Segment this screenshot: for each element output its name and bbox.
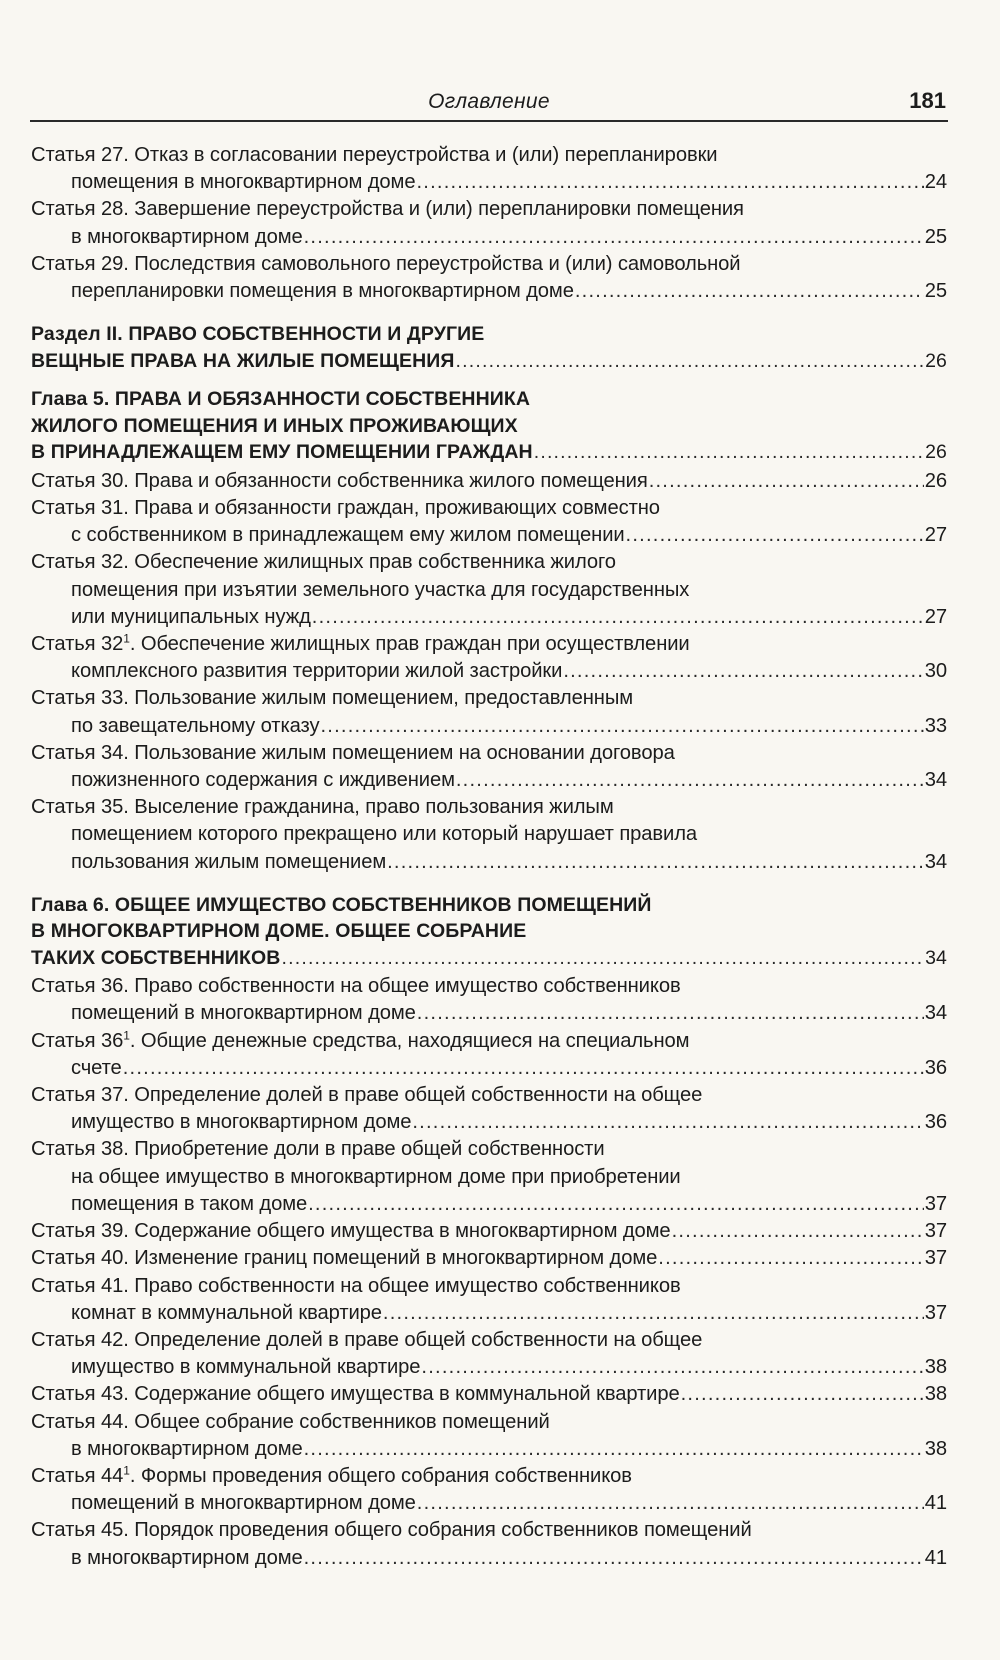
toc-chapter-5 xyxy=(31,386,947,466)
leader-dots xyxy=(416,169,923,196)
toc-entry-line: Статья 32. Обеспечение жилищных прав собственника жилого xyxy=(31,551,616,574)
toc-entry-line: Статья 27. Отказ в согласовании переустройства и (или) перепланировки xyxy=(31,144,718,166)
leader-dots xyxy=(412,1109,923,1136)
leader-dots xyxy=(672,1218,924,1245)
toc-page-ref: 27 xyxy=(924,524,947,547)
toc-page-ref: 25 xyxy=(924,225,947,248)
toc-entry-article-36-1 xyxy=(31,1028,947,1082)
toc-entry-line: по завещательному отказу xyxy=(71,714,320,737)
toc-entry-article-33 xyxy=(31,685,947,739)
toc-entry-article-35 xyxy=(31,794,947,876)
toc-heading-line: ВЕЩНЫЕ ПРАВА НА ЖИЛЫЕ ПОМЕЩЕНИЯ xyxy=(31,349,455,372)
toc-entry-prefix: Статья 36 xyxy=(31,1029,124,1052)
toc-entry-article-40 xyxy=(31,1245,947,1272)
toc-heading-line: Глава 5. ПРАВА И ОБЯЗАННОСТИ СОБСТВЕННИКА xyxy=(31,388,531,411)
toc-entry-line: перепланировки помещения в многоквартирном доме xyxy=(71,280,574,303)
toc-entry-line: в многоквартирном доме xyxy=(71,225,303,248)
toc-entry-line: помещений в многоквартирном доме xyxy=(71,1492,416,1515)
toc-page-ref: 37 xyxy=(924,1247,947,1270)
toc-entry-line: Статья 30. Права и обязанности собственника жилого помещения xyxy=(31,469,648,492)
superscript: 1 xyxy=(123,631,130,646)
toc-entry-line: пожизненного содержания с иждивением xyxy=(71,768,455,791)
toc-entry-article-32-1 xyxy=(31,631,947,685)
leader-dots xyxy=(320,713,923,740)
toc-entry-article-37 xyxy=(31,1082,947,1136)
toc-entry-article-32 xyxy=(31,549,947,631)
table-of-contents xyxy=(31,142,947,1572)
toc-entry-line: помещения в таком доме xyxy=(71,1192,308,1215)
leader-dots xyxy=(304,1436,924,1463)
toc-entry-line: пользования жилым помещением xyxy=(71,850,387,873)
toc-entry-line: . Формы проведения общего собрания собственников xyxy=(129,1464,632,1487)
toc-entry-line: Статья 41. Право собственности на общее имущество собственников xyxy=(31,1274,681,1297)
toc-entry-line: Статья 40. Изменение границ помещений в многоквартирном доме xyxy=(31,1247,658,1270)
toc-entry-line: комплексного развития территории жилой застройки xyxy=(71,660,563,683)
toc-entry-line: Статья 31. Права и обязанности граждан, проживающих совместно xyxy=(31,496,660,519)
toc-entry-article-31 xyxy=(31,495,947,549)
toc-entry-line: Статья 42. Определение долей в праве общей собственности на общее xyxy=(31,1328,703,1351)
toc-page-ref: 30 xyxy=(924,660,947,683)
toc-page-ref: 26 xyxy=(925,349,947,372)
toc-entry-line: Статья 28. Завершение переустройства и (или) перепланировки помещения xyxy=(31,198,744,221)
toc-entry-line: помещений в многоквартирном доме xyxy=(71,1002,416,1025)
toc-page-ref: 37 xyxy=(924,1192,947,1215)
toc-page-ref: 24 xyxy=(924,171,947,194)
toc-page-ref: 27 xyxy=(924,605,947,628)
toc-entry-prefix: Статья 44 xyxy=(31,1464,124,1487)
page-header xyxy=(30,88,948,122)
toc-entry-line: . Обеспечение жилищных прав граждан при осуществлении xyxy=(129,632,690,655)
leader-dots xyxy=(649,468,924,495)
superscript: 1 xyxy=(123,1027,130,1042)
toc-entry-line: в многоквартирном доме xyxy=(71,1437,303,1460)
toc-page-ref: 26 xyxy=(925,441,947,464)
leader-dots xyxy=(417,1000,924,1027)
toc-entry-line: Статья 29. Последствия самовольного переустройства и (или) самовольной xyxy=(31,252,741,275)
toc-entry-line: на общее имущество в многоквартирном доме при приобретении xyxy=(71,1165,681,1188)
toc-heading-line: ТАКИХ СОБСТВЕННИКОВ xyxy=(31,946,281,969)
toc-entry-line: или муниципальных нужд xyxy=(71,605,311,628)
toc-entry-line: Статья 33. Пользование жилым помещением, предоставленным xyxy=(31,687,634,710)
toc-entry-line: в многоквартирном доме xyxy=(71,1546,303,1569)
toc-page-ref: 41 xyxy=(924,1546,947,1569)
leader-dots xyxy=(681,1381,924,1408)
toc-entry-line: . Общие денежные средства, находящиеся на специальном xyxy=(129,1029,690,1052)
toc-page-ref: 38 xyxy=(924,1383,947,1406)
leader-dots xyxy=(123,1055,924,1082)
toc-page-ref: 34 xyxy=(924,850,947,873)
toc-page-ref: 33 xyxy=(924,714,947,737)
toc-chapter-6 xyxy=(31,892,947,972)
toc-entry-article-42 xyxy=(31,1327,947,1381)
toc-page-ref: 38 xyxy=(924,1356,947,1379)
page-number: 181 xyxy=(909,88,946,113)
toc-entry-article-45 xyxy=(31,1517,947,1571)
leader-dots xyxy=(534,439,924,466)
toc-entry-line: Статья 44. Общее собрание собственников помещений xyxy=(31,1410,550,1433)
leader-dots xyxy=(421,1354,923,1381)
leader-dots xyxy=(575,278,924,305)
superscript: 1 xyxy=(123,1463,130,1478)
toc-entry-article-43 xyxy=(31,1381,947,1408)
toc-page-ref: 41 xyxy=(924,1492,947,1515)
toc-entry-line: Статья 37. Определение долей в праве общей собственности на общее xyxy=(31,1084,703,1107)
toc-page-ref: 38 xyxy=(924,1437,947,1460)
toc-entry-line: с собственником в принадлежащем ему жилом помещении xyxy=(71,524,625,547)
toc-entry-article-41 xyxy=(31,1273,947,1327)
toc-heading-line: ЖИЛОГО ПОМЕЩЕНИЯ И ИНЫХ ПРОЖИВАЮЩИХ xyxy=(31,414,518,437)
toc-entry-line: Статья 39. Содержание общего имущества в многоквартирном доме xyxy=(31,1220,671,1243)
leader-dots xyxy=(281,945,924,972)
toc-entry-article-36 xyxy=(31,973,947,1027)
toc-entry-prefix: Статья 32 xyxy=(31,632,124,655)
toc-entry-article-38 xyxy=(31,1136,947,1218)
toc-heading-line: Глава 6. ОБЩЕЕ ИМУЩЕСТВО СОБСТВЕННИКОВ ПОМЕЩЕНИЙ xyxy=(31,893,652,916)
toc-entry-line: Статья 45. Порядок проведения общего собрания собственников помещений xyxy=(31,1519,752,1542)
leader-dots xyxy=(417,1490,924,1517)
toc-entry-line: имущество в многоквартирном доме xyxy=(71,1111,412,1134)
leader-dots xyxy=(563,658,923,685)
toc-entry-line: помещения в многоквартирном доме xyxy=(71,171,416,194)
leader-dots xyxy=(456,767,924,794)
toc-section-2 xyxy=(31,321,947,374)
toc-entry-line: помещением которого прекращено или который нарушает правила xyxy=(71,823,698,846)
toc-entry-line: счете xyxy=(71,1056,122,1079)
leader-dots xyxy=(456,348,925,375)
toc-entry-line: Статья 43. Содержание общего имущества в коммунальной квартире xyxy=(31,1383,680,1406)
toc-entry-article-39 xyxy=(31,1218,947,1245)
toc-entry-line: имущество в коммунальной квартире xyxy=(71,1356,421,1379)
toc-page-ref: 34 xyxy=(925,946,947,969)
toc-entry-article-27 xyxy=(31,142,947,196)
toc-heading-line: В ПРИНАДЛЕЖАЩЕМ ЕМУ ПОМЕЩЕНИИ ГРАЖДАН xyxy=(31,441,533,464)
toc-page-ref: 37 xyxy=(924,1301,947,1324)
toc-entry-line: Статья 34. Пользование жилым помещением на основании договора xyxy=(31,741,675,764)
toc-entry-line: Статья 35. Выселение гражданина, право пользования жилым xyxy=(31,796,614,819)
toc-heading-line: В МНОГОКВАРТИРНОМ ДОМЕ. ОБЩЕЕ СОБРАНИЕ xyxy=(31,920,527,943)
toc-page-ref: 26 xyxy=(924,469,947,492)
toc-entry-article-34 xyxy=(31,740,947,794)
toc-entry-article-44-1 xyxy=(31,1463,947,1517)
toc-entry-article-30 xyxy=(31,468,947,495)
leader-dots xyxy=(387,849,924,876)
leader-dots xyxy=(304,1545,924,1572)
toc-page-ref: 36 xyxy=(924,1056,947,1079)
toc-entry-article-28 xyxy=(31,196,947,250)
toc-page-ref: 34 xyxy=(924,768,947,791)
leader-dots xyxy=(626,522,924,549)
toc-page-ref: 34 xyxy=(924,1002,947,1025)
running-title: Оглавление xyxy=(428,90,550,113)
toc-entry-article-29 xyxy=(31,251,947,305)
leader-dots xyxy=(383,1300,924,1327)
leader-dots xyxy=(308,1191,924,1218)
toc-page-ref: 25 xyxy=(924,280,947,303)
toc-entry-article-44 xyxy=(31,1409,947,1463)
leader-dots xyxy=(312,604,924,631)
leader-dots xyxy=(304,224,924,251)
toc-entry-line: Статья 36. Право собственности на общее имущество собственников xyxy=(31,975,681,998)
toc-page-ref: 37 xyxy=(924,1220,947,1243)
toc-entry-line: Статья 38. Приобретение доли в праве общей собственности xyxy=(31,1138,605,1161)
toc-entry-line: комнат в коммунальной квартире xyxy=(71,1301,382,1324)
toc-entry-line: помещения при изъятии земельного участка для государственных xyxy=(71,578,690,601)
toc-heading-line: Раздел II. ПРАВО СОБСТВЕННОСТИ И ДРУГИЕ xyxy=(31,323,485,346)
leader-dots xyxy=(658,1245,923,1272)
toc-page-ref: 36 xyxy=(924,1111,947,1134)
